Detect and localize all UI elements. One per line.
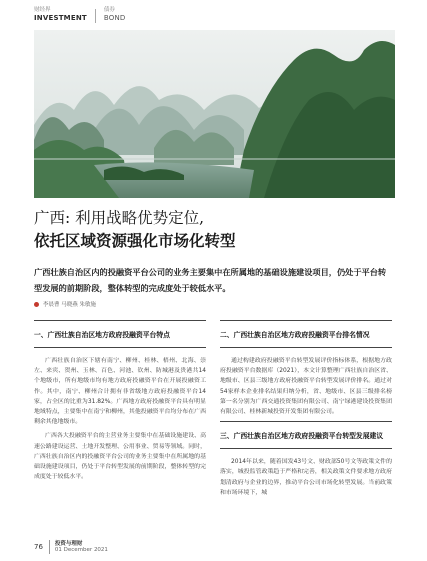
author-names: 李晨曹 马晓燕 朱敏施 [43, 302, 96, 308]
column-label-en: BOND [103, 13, 126, 22]
issue-date: 01 December 2021 [54, 547, 108, 553]
section-heading-3: 三、广西壮族自治区地方政府投融资平台转型发展建议 [220, 421, 392, 449]
section-heading-2: 二、广西壮族自治区地方政府投融资平台排名情况 [220, 320, 392, 348]
page-header [34, 8, 125, 28]
header-divider [95, 9, 96, 23]
page-footer [34, 540, 108, 554]
body-paragraph: 2014年以来，随着国发43号文、财政部50号文等政策文件的落实，城投监管政策趋于严格和完善，相关政策文件要求地方政府划清政府与企业的边界，推动平台公司市场化转型发展。当前政策和市场环境下，城 [220, 459, 392, 496]
karst-landscape-image [34, 30, 395, 198]
column-label [104, 8, 126, 22]
section-label-zh: 财经界 [34, 7, 51, 13]
section-label-en: INVESTMENT [34, 13, 87, 22]
article-lead: 广西壮族自治区内的投融资平台公司的业务主要集中在所属地的基础设施建设项目，仍处于平台转型发展的前期阶段，整体转型的完成度处于较低水平。 [34, 267, 387, 293]
right-column [220, 320, 392, 502]
section-heading-1: 一、广西壮族自治区地方政府投融资平台特点 [34, 320, 206, 348]
magazine-name: 投资与理财 [54, 540, 83, 547]
body-paragraph: 广西各大投融资平台的主营业务主要集中在基础设施建设、高速公路建设运营、土地开发整理、公用事业、贸易等领域。同时，广西壮族自治区内的投融资平台公司的业务主要集中在所属地的基础设施建设项目，仍处于平台转型发展的前期阶段，整体转型的完成度处于较低水平。 [34, 433, 206, 481]
body-paragraph: 通过构建政府投融资平台转型发展评价指标体系，根据地方政府投融资平台数据库（2021），本文计算整理广西壮族自治区省、地级市、区县三级地方政府投融资平台转型发展评价排名。通过对54家样本企业排名结果归纳分析，省、地级市、区县三级排名榜第一名分别为广西交通投资集团有限公司、南宁绿港建设投资集团有限公司、桂林新城投资开发集团有限公司。 [220, 358, 392, 416]
footer-divider [49, 540, 50, 554]
body-paragraph: 广西壮族自治区下辖有南宁、柳州、桂林、梧州、北海、崇左、来宾、贺州、玉林、百色、河池、钦州、防城港及贵港共14个地级市，所有地级市均有地方政府投融资平台在开展投融资工作。其中，南宁、柳州合计拥有非省级地方政府投融资平台14家，占全区的比重为31.82%。广西地方政府投融资平台具有明显地域特点，主要集中在南宁和柳州，其他投融资平台均分布在广西剩余其他地级市。 [34, 358, 206, 426]
article-title-line1: 广西: 利用战略优势定位, [34, 209, 205, 227]
page-number: 76 [34, 543, 43, 551]
left-column [34, 320, 206, 486]
section-label [34, 8, 87, 22]
magazine-info [55, 541, 108, 553]
article-title-line2: 依托区域资源强化市场化转型 [34, 231, 236, 250]
column-label-zh: 债券 [103, 7, 115, 13]
author-line [34, 300, 96, 308]
landscape-photo [34, 30, 395, 198]
author-bullet-icon [34, 302, 39, 307]
